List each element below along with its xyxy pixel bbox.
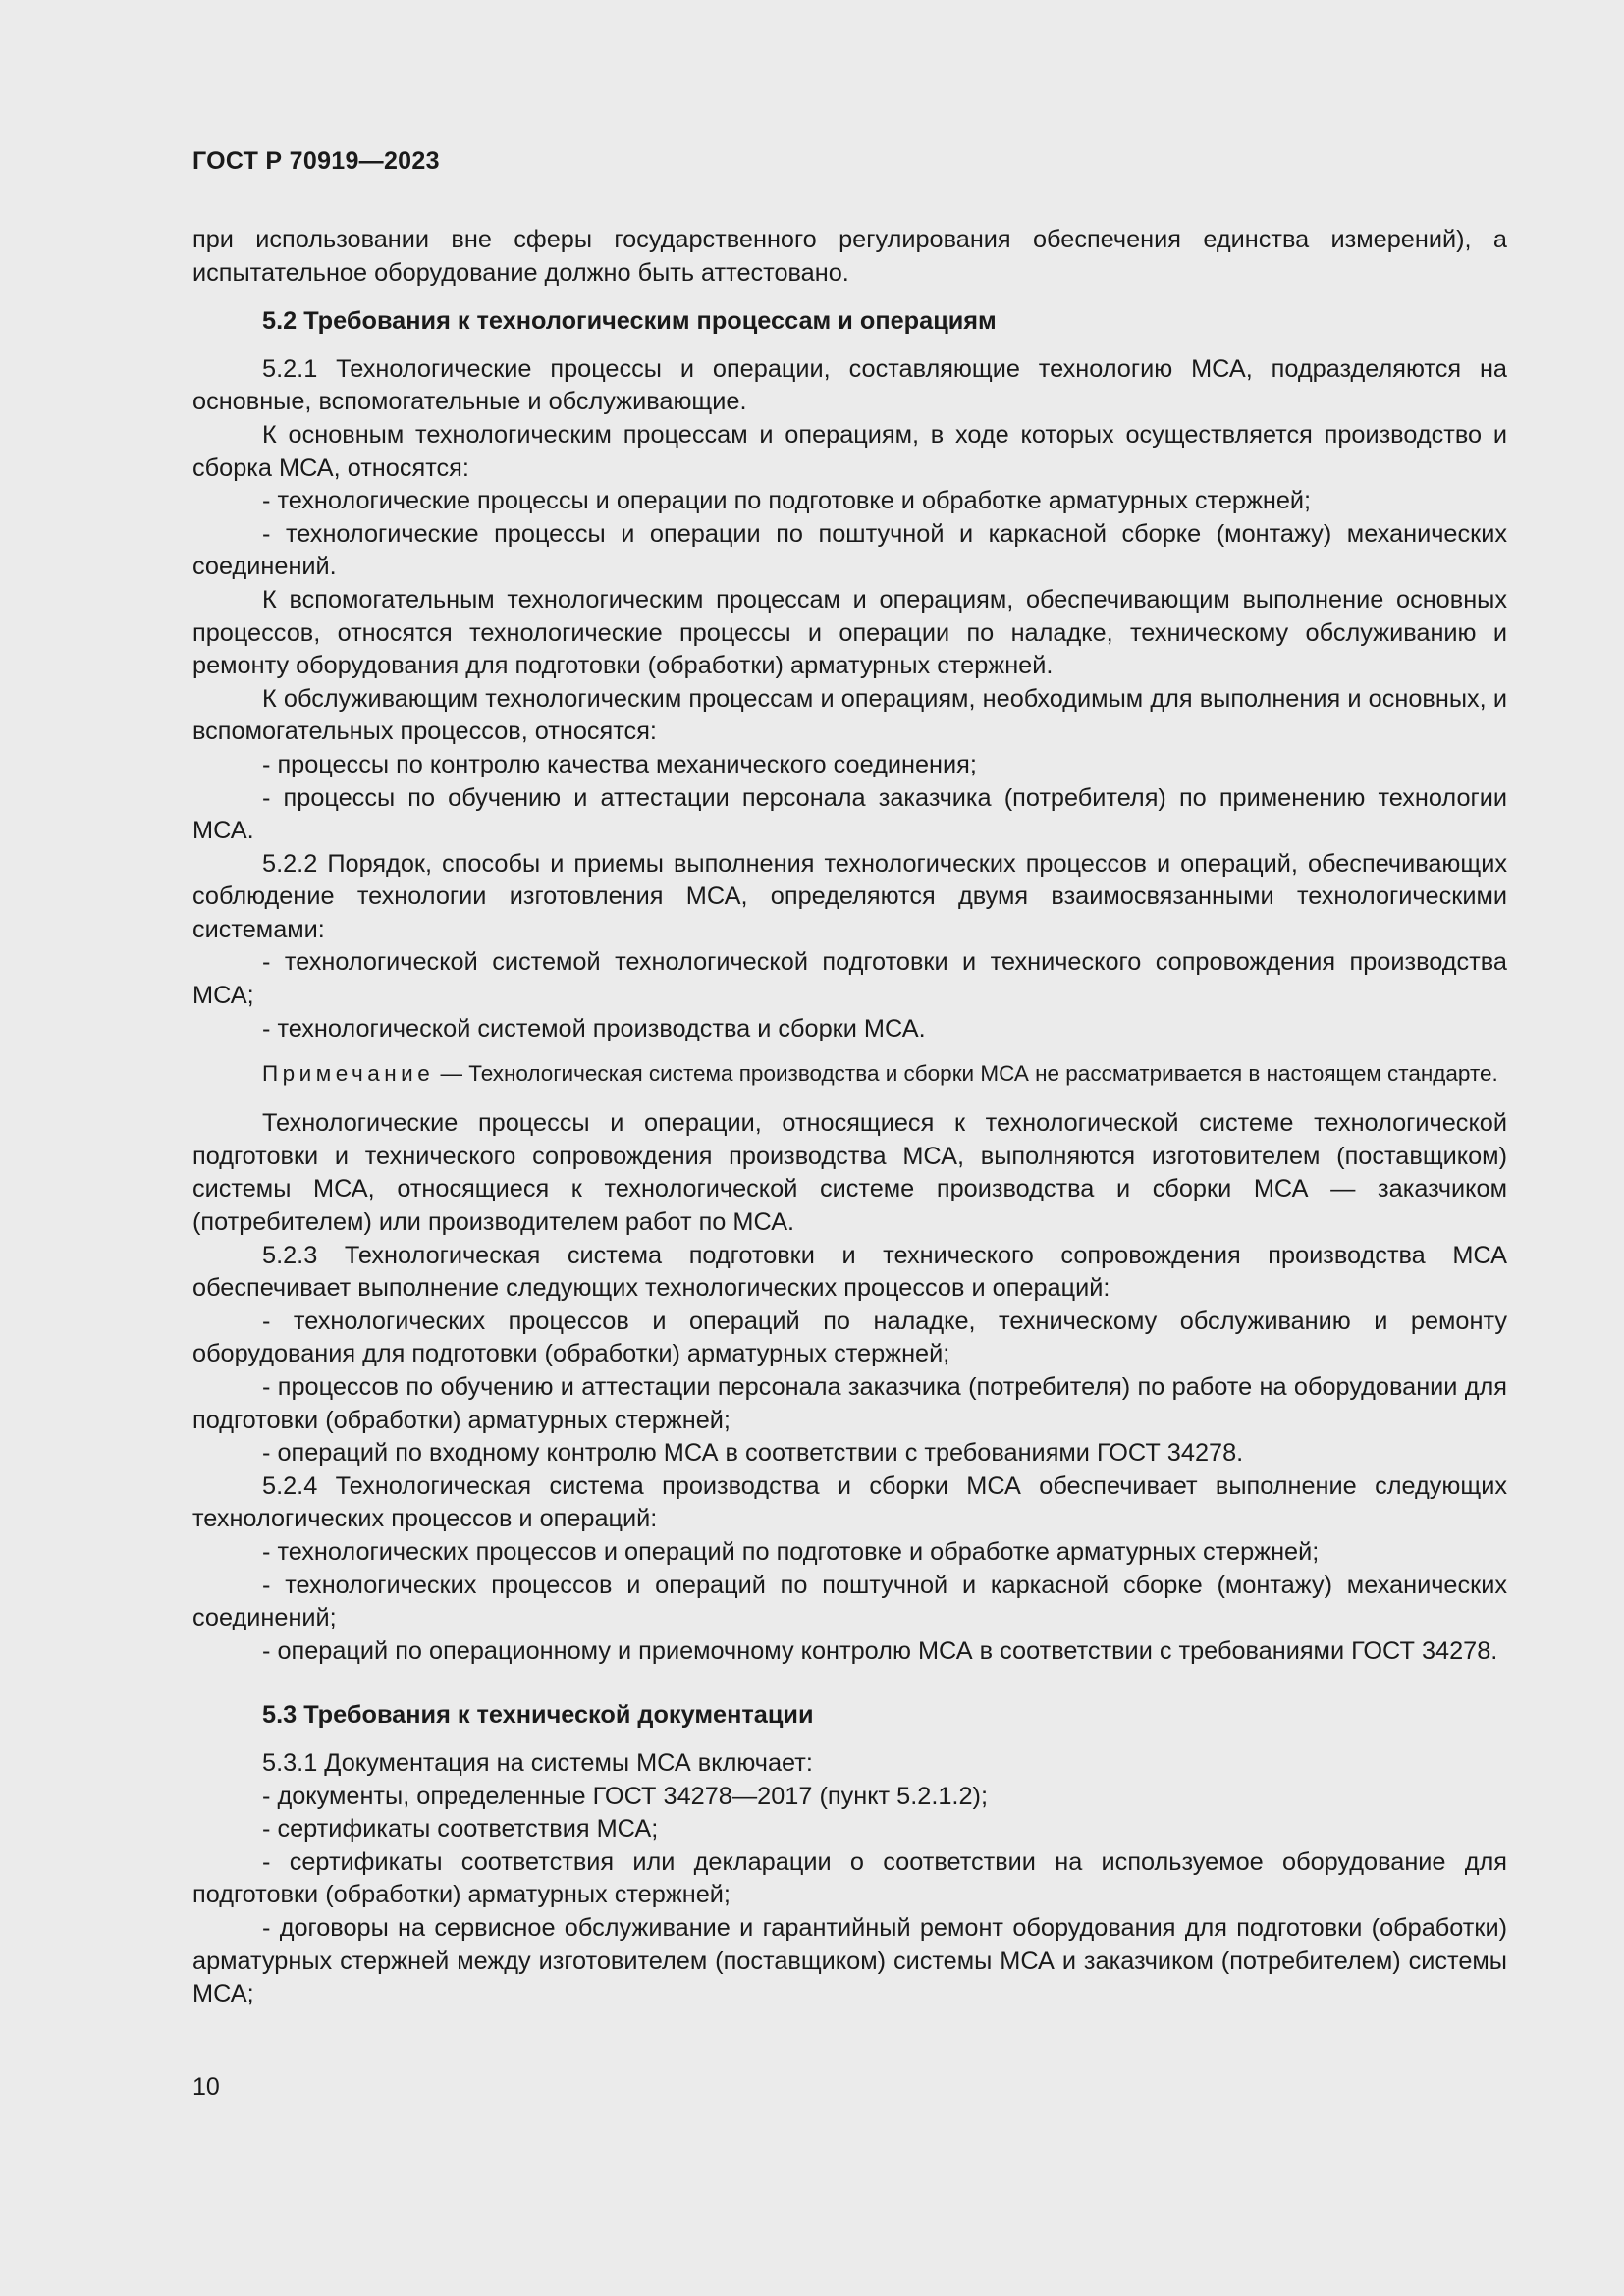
section-heading: 5.2 Требования к технологическим процессам и операциям [262, 307, 997, 336]
list-item: - документы, определенные ГОСТ 34278—2017 (пункт 5.2.1.2); [262, 1782, 988, 1810]
list-item: - сертификаты соответствия МСА; [262, 1815, 659, 1843]
list-item: - технологические процессы и операции по поштучной и каркасной сборке (монтажу) механических соединений. [192, 519, 1507, 581]
section-heading: 5.3 Требования к технической документации [262, 1701, 814, 1730]
list-item: - сертификаты соответствия или декларации о соответствии на используемое оборудование для подготовки (обработки) арматурных стержней; [192, 1847, 1507, 1909]
standard-designation: ГОСТ Р 70919—2023 [192, 147, 440, 175]
list-item: - процессов по обучению и аттестации персонала заказчика (потребителя) по работе на оборудовании для подготовки (обработки) арматурных стержней; [192, 1373, 1507, 1434]
paragraph: К обслуживающим технологическим процессам и операциям, необходимым для выполнения и основных, и вспомогательных процессов, относятся: [192, 684, 1507, 746]
list-item: - процессы по контролю качества механического соединения; [262, 750, 977, 778]
list-item: - технологических процессов и операций по поштучной и каркасной сборке (монтажу) механических соединений; [192, 1571, 1507, 1632]
list-item: - операций по входному контролю МСА в соответствии с требованиями ГОСТ 34278. [262, 1439, 1244, 1468]
paragraph: К основным технологическим процессам и операциям, в ходе которых осуществляется производство и сборка МСА, относятся: [192, 420, 1507, 482]
paragraph: 5.2.1 Технологические процессы и операции, составляющие технологию МСА, подразделяются на основные, вспомогательные и обслуживающие. [192, 354, 1507, 416]
note-text: — Технологическая система производства и сборки МСА не рассматривается в настоящем стандарте. [434, 1061, 1498, 1087]
list-item: - технологической системой производства и сборки МСА. [262, 1014, 926, 1042]
paragraph: Технологические процессы и операции, относящиеся к технологической системе технологической подготовки и технического сопровождения производства МСА, выполняются изготовителем (поставщиком) системы МСА, относящиеся к технологической системе производства и сборки МСА — заказчиком (потребителем) или производителем работ по МСА. [192, 1109, 1507, 1237]
paragraph: 5.2.3 Технологическая система подготовки и технического сопровождения производства МСА обеспечивает выполнение следующих технологических процессов и операций: [192, 1241, 1507, 1303]
list-item: - технологической системой технологической подготовки и технического сопровождения производства МСА; [192, 948, 1507, 1010]
page-body [192, 224, 1507, 2011]
list-item: - технологических процессов и операций по подготовке и обработке арматурных стержней; [262, 1537, 1320, 1566]
paragraph: 5.3.1 Документация на системы МСА включает: [262, 1748, 813, 1777]
list-item: - процессы по обучению и аттестации персонала заказчика (потребителя) по применению технологии МСА. [192, 783, 1507, 845]
list-item: - операций по операционному и приемочному контролю МСА в соответствии с требованиями ГОСТ 34278. [262, 1636, 1498, 1665]
note-label: Примечание [262, 1061, 435, 1087]
note [192, 1058, 1507, 1090]
page-number: 10 [192, 2073, 220, 2101]
paragraph: К вспомогательным технологическим процессам и операциям, обеспечивающим выполнение основных процессов, относятся технологические процессы и операции по наладке, техническому обслуживанию и ремонту оборудования для подготовки (обработки) арматурных стержней. [192, 585, 1507, 680]
list-item: - технологических процессов и операций по наладке, техническому обслуживанию и ремонту оборудования для подготовки (обработки) арматурных стержней; [192, 1307, 1507, 1368]
paragraph: 5.2.4 Технологическая система производства и сборки МСА обеспечивает выполнение следующих технологических процессов и операций: [192, 1471, 1507, 1533]
paragraph: 5.2.2 Порядок, способы и приемы выполнения технологических процессов и операций, обеспечивающих соблюдение технологии изготовления МСА, определяются двумя взаимосвязанными технологическими системами: [192, 849, 1507, 943]
paragraph: при использовании вне сферы государственного регулирования обеспечения единства измерений), а испытательное оборудование должно быть аттестовано. [192, 226, 1507, 287]
list-item: - технологические процессы и операции по подготовке и обработке арматурных стержней; [262, 487, 1312, 515]
list-item: - договоры на сервисное обслуживание и гарантийный ремонт оборудования для подготовки (обработки) арматурных стержней между изготовителем (поставщиком) системы МСА и заказчиком (потребителем) системы МСА; [192, 1913, 1507, 2008]
